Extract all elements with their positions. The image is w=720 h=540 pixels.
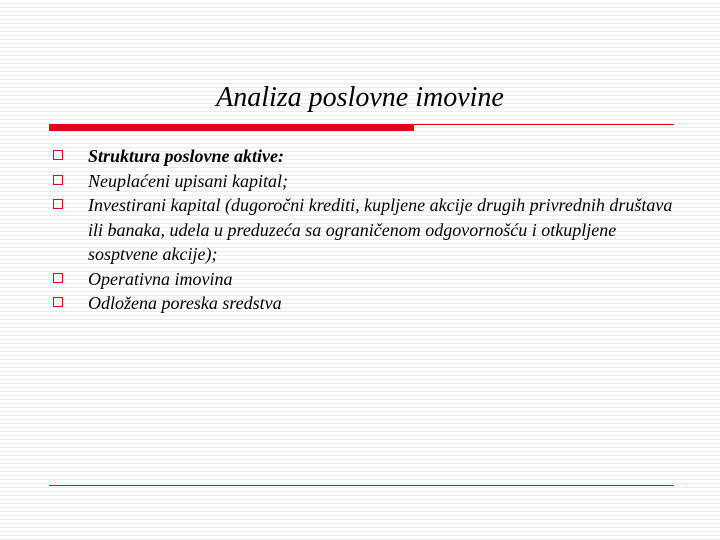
hollow-square-bullet-icon	[53, 175, 63, 185]
bullet-item-5	[53, 291, 673, 316]
bullet-text: Struktura poslovne aktive:	[88, 146, 285, 166]
bullet-text: Odložena poreska sredstva	[88, 293, 282, 313]
bullet-text: Investirani kapital (dugoročni krediti, kupljene akcije drugih privrednih društava ili banaka, udela u preduzeća sa ograničenom odgovornošću i otkupljene sosptvene akcije);	[88, 195, 673, 264]
bullet-item-2	[53, 169, 673, 194]
bullet-text: Operativna imovina	[88, 268, 233, 289]
hollow-square-bullet-icon	[53, 199, 63, 209]
bullet-item-1	[53, 144, 673, 169]
bullet-text: Neuplaćeni upisani kapital;	[88, 170, 288, 191]
hollow-square-bullet-icon	[53, 297, 63, 307]
hollow-square-bullet-icon	[53, 150, 63, 160]
slide-title-text: Analiza poslovne imovine	[216, 82, 504, 113]
slide-title	[0, 80, 720, 116]
hollow-square-bullet-icon	[53, 273, 63, 283]
title-underline-thick	[49, 124, 414, 131]
title-underline-thin	[414, 124, 674, 125]
bullet-item-4	[53, 267, 673, 292]
bullet-item-3	[53, 193, 673, 267]
footer-rule	[49, 485, 674, 486]
bullet-list	[53, 144, 673, 316]
